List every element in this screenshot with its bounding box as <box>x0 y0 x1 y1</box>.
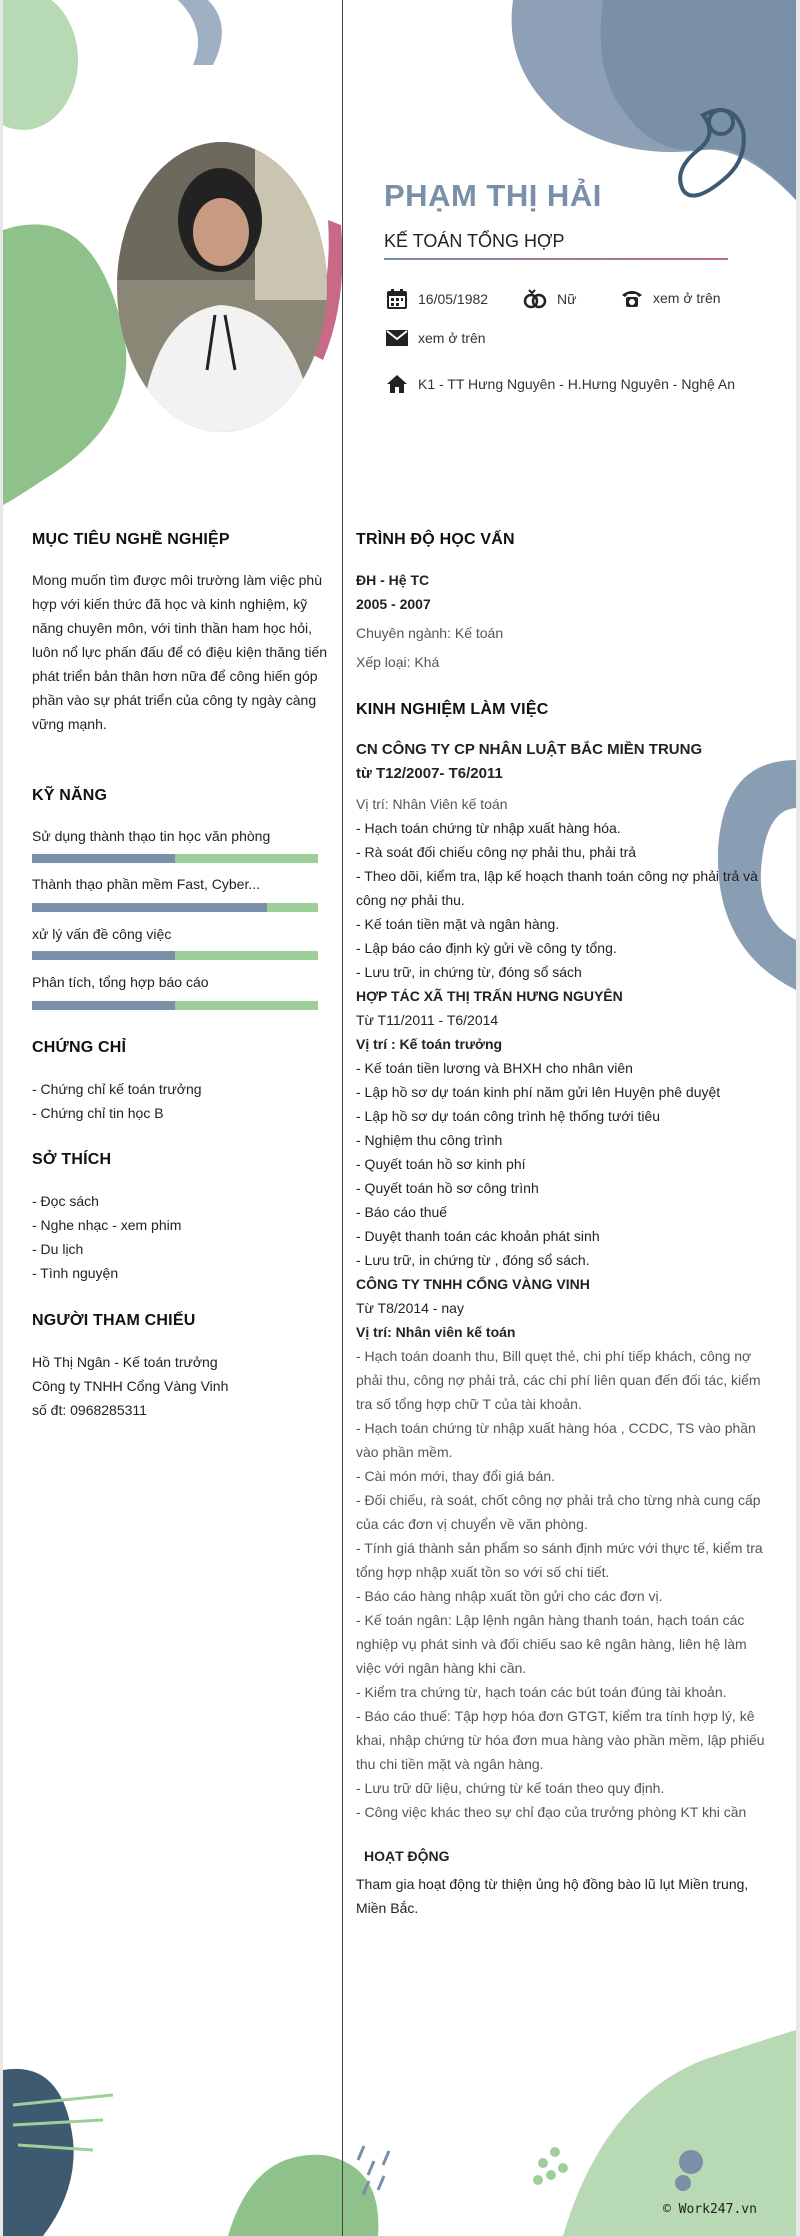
duty-item: - Quyết toán hồ sơ công trình <box>356 1180 539 1196</box>
duty-item: - Tính giá thành sản phẩm so sánh định mức với thực tế, kiểm tra tổng hợp nhập xuất tồn so với số chi tiết. <box>356 1540 763 1580</box>
references-title: NGƯỜI THAM CHIẾU <box>32 1312 196 1329</box>
email-value: xem ở trên <box>418 330 486 346</box>
gender-value: Nữ <box>557 291 577 307</box>
skill-label: Sử dụng thành thạo tin học văn phòng <box>32 828 271 844</box>
skill-label: Thành thạo phần mềm Fast, Cyber... <box>32 876 261 892</box>
duty-item: - Đối chiếu, rà soát, chốt công nợ phải trả cho từng nhà cung cấp của các đơn vị chuyển về văn phòng. <box>356 1492 761 1532</box>
skill-label: xử lý vấn đề công việc <box>32 926 172 942</box>
duty-item: - Theo dõi, kiểm tra, lập kế hoạch thanh toán công nợ phải trả và công nợ phải thu. <box>356 868 758 908</box>
activities-text: Tham gia hoạt động từ thiện ủng hộ đồng bào lũ lụt Miền trung, Miền Bắc. <box>356 1876 749 1916</box>
job-company: HỢP TÁC XÃ THỊ TRẤN HƯNG NGUYÊN <box>356 988 623 1004</box>
duty-item: - Báo cáo hàng nhập xuất tồn gửi cho các đơn vị. <box>356 1588 663 1604</box>
skills-title: KỸ NĂNG <box>32 787 108 804</box>
duty-item: - Kiểm tra chứng từ, hạch toán các bút toán đúng tài khoản. <box>356 1684 727 1700</box>
envelope-icon <box>386 330 408 346</box>
certificates-list <box>32 1077 202 1125</box>
birthday-value: 16/05/1982 <box>418 291 489 307</box>
duty-item: - Hạch toán chứng từ nhập xuất hàng hóa , CCDC, TS vào phần vào phần mềm. <box>356 1420 756 1460</box>
duty-item: - Lưu trữ, in chứng từ, đóng sổ sách <box>356 964 582 980</box>
duty-item: - Nghiệm thu công trình <box>356 1132 503 1148</box>
objective-title: MỤC TIÊU NGHỀ NGHIỆP <box>32 531 230 548</box>
job-company: CN CÔNG TY CP NHÂN LUẬT BẮC MIỀN TRUNG <box>356 741 703 758</box>
duty-item: - Báo cáo thuế: Tập hợp hóa đơn GTGT, kiểm tra tính hợp lý, kê khai, nhập chứng từ hóa đơn mua hàng vào phần mềm, lập phiếu thu chi tiền mặt và ngân hàng. <box>356 1708 765 1772</box>
job-role: Vị trí: Nhân Viên kế toán <box>356 796 508 812</box>
candidate-name: PHẠM THỊ HẢI <box>384 178 602 213</box>
job-role: Vị trí : Kế toán trưởng <box>356 1036 503 1052</box>
info-phone <box>621 288 721 308</box>
avatar <box>115 140 330 435</box>
skill-bar <box>32 854 318 863</box>
activities-title: HOẠT ĐỘNG <box>364 1848 450 1864</box>
reference-line: Công ty TNHH Cổng Vàng Vinh <box>32 1378 229 1394</box>
job-company: CÔNG TY TNHH CỔNG VÀNG VINH <box>356 1276 590 1292</box>
job-period: từ T12/2007- T6/2011 <box>356 765 503 782</box>
info-address <box>386 374 735 394</box>
duty-item: - Rà soát đối chiếu công nợ phải thu, phải trả <box>356 844 637 860</box>
skill-bar <box>32 903 318 912</box>
list-item: - Tình nguyện <box>32 1265 119 1281</box>
duty-item: - Duyệt thanh toán các khoản phát sinh <box>356 1228 600 1244</box>
cv-page <box>3 0 796 2236</box>
phone-icon <box>621 288 643 308</box>
skill-bar-fill <box>32 951 175 960</box>
job-period: Từ T11/2011 - T6/2014 <box>356 1012 499 1028</box>
phone-value: xem ở trên <box>653 290 721 306</box>
duty-item: - Công việc khác theo sự chỉ đạo của trưởng phòng KT khi cần <box>356 1804 747 1820</box>
skill-bar-fill <box>32 903 267 912</box>
skill-label: Phân tích, tổng hợp báo cáo <box>32 974 209 990</box>
info-birthday <box>386 288 488 310</box>
duty-item: - Kế toán tiền mặt và ngân hàng. <box>356 916 560 932</box>
list-item: - Đọc sách <box>32 1193 99 1209</box>
reference-line: Hồ Thị Ngân - Kế toán trưởng <box>32 1354 218 1370</box>
watermark: © Work247.vn <box>663 2202 757 2217</box>
duty-item: - Quyết toán hồ sơ kinh phí <box>356 1156 526 1172</box>
list-item: - Du lịch <box>32 1241 84 1257</box>
title-underline <box>384 258 728 260</box>
calendar-icon <box>386 288 408 310</box>
references-list <box>32 1350 228 1422</box>
duty-item: - Hạch toán chứng từ nhập xuất hàng hóa. <box>356 820 621 836</box>
duty-item: - Kế toán ngân: Lập lệnh ngân hàng thanh toán, hạch toán các nghiệp vụ phát sinh và đối chiếu sao kê ngân hàng, liên hệ làm việc với ngân hàng khi cần. <box>356 1612 747 1676</box>
certificates-title: CHỨNG CHỈ <box>32 1039 127 1056</box>
education-title: TRÌNH ĐỘ HỌC VẤN <box>356 531 515 548</box>
address-value: K1 - TT Hưng Nguyên - H.Hưng Nguyên - Nghệ An <box>418 376 736 392</box>
skill-bar-fill <box>32 1001 175 1010</box>
duty-item: - Lập hồ sơ dự toán công trình hệ thống tưới tiêu <box>356 1108 661 1124</box>
experience-title: KINH NGHIỆM LÀM VIỆC <box>356 701 549 718</box>
list-item: - Chứng chỉ tin học B <box>32 1105 164 1121</box>
duty-item: - Lập báo cáo định kỳ gửi về công ty tổng. <box>356 940 617 956</box>
list-item: - Nghe nhạc - xem phim <box>32 1217 182 1233</box>
duty-item: - Cài món mới, thay đổi giá bán. <box>356 1468 556 1484</box>
objective-text: Mong muốn tìm được môi trường làm việc phù hợp với kiến thức đã học và kinh nghiệm, kỹ năng chuyên môn, với tinh thần ham học hỏi, luôn nổ lực phấn đấu để có điệu kiện thăng tiến phát triển bản thân hơn nữa để công hiến góp phần vào sự phát triển của công ty ngày càng vững mạnh. <box>32 572 328 732</box>
hobbies-list <box>32 1189 181 1285</box>
duty-item: - Báo cáo thuế <box>356 1204 448 1220</box>
duty-item: - Lập hồ sơ dự toán kinh phí năm gửi lên Huyện phê duyệt <box>356 1084 721 1100</box>
education-years: 2005 - 2007 <box>356 596 431 612</box>
job-title: KẾ TOÁN TỔNG HỢP <box>384 231 565 251</box>
experience-list <box>356 738 774 1920</box>
skill-bar <box>32 951 318 960</box>
education-grade: Xếp loại: Khá <box>356 654 440 670</box>
skill-bar-fill <box>32 854 175 863</box>
home-icon <box>386 374 408 394</box>
job-period: Từ T8/2014 - nay <box>356 1300 464 1316</box>
info-gender <box>523 288 576 310</box>
list-item: - Chứng chỉ kế toán trưởng <box>32 1081 202 1097</box>
gender-rings-icon <box>523 288 547 310</box>
job-role: Vị trí: Nhân viên kế toán <box>356 1324 516 1340</box>
column-divider <box>342 0 343 2236</box>
hobbies-title: SỞ THÍCH <box>32 1151 112 1168</box>
education-degree: ĐH - Hệ TC <box>356 572 430 588</box>
skill-bar <box>32 1001 318 1010</box>
education-major: Chuyên ngành: Kế toán <box>356 625 504 641</box>
duty-item: - Lưu trữ, in chứng từ , đóng sổ sách. <box>356 1252 590 1268</box>
reference-line: số đt: 0968285311 <box>32 1402 147 1418</box>
duty-item: - Hạch toán doanh thu, Bill quẹt thẻ, chi phí tiếp khách, công nợ phải thu, công nợ phải trả, các chi phí liên quan đến đối tác, kiểm tra số tổng hợp chữ T của tài khoản. <box>356 1348 761 1412</box>
education-block <box>356 568 776 674</box>
duty-item: - Lưu trữ dữ liệu, chứng từ kế toán theo quy định. <box>356 1780 665 1796</box>
info-email <box>386 330 486 346</box>
duty-item: - Kế toán tiền lương và BHXH cho nhân viên <box>356 1060 633 1076</box>
